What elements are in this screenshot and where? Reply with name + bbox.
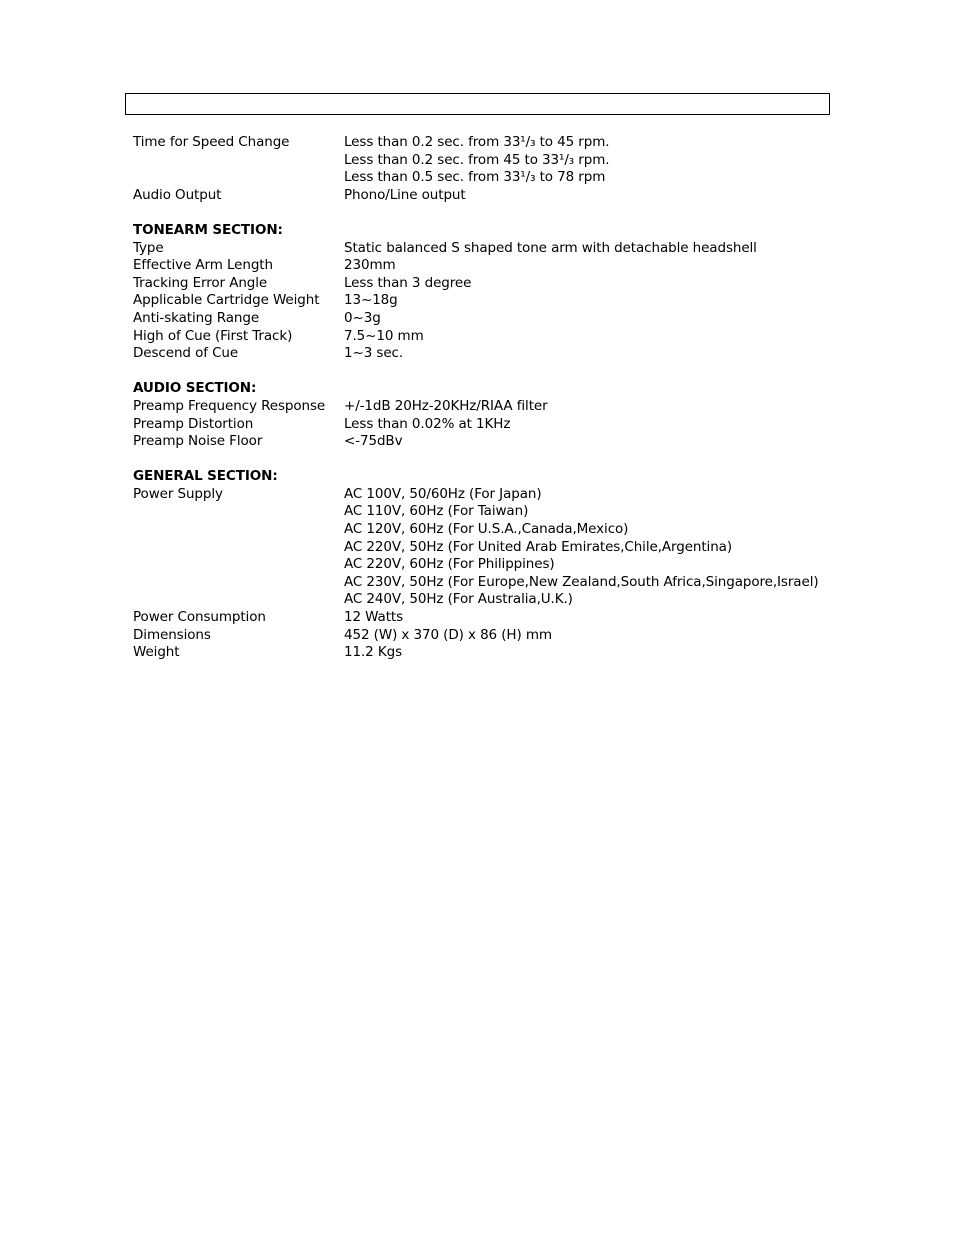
spec-row	[133, 328, 833, 346]
section-heading-tonearm: TONEARM SECTION:	[133, 221, 283, 238]
spec-value: AC 110V, 60Hz (For Taiwan)	[344, 503, 529, 520]
spec-row-power-supply-line	[133, 556, 833, 574]
spec-label: Preamp Noise Floor	[133, 433, 263, 450]
spec-row	[133, 644, 833, 662]
spec-value: Less than 0.2 sec. from 45 to 33¹/₃ rpm.	[344, 151, 610, 168]
spec-value: AC 220V, 50Hz (For United Arab Emirates,Chile,Argentina)	[344, 538, 733, 555]
spec-value: AC 120V, 60Hz (For U.S.A.,Canada,Mexico)	[344, 521, 629, 538]
header-box	[125, 93, 830, 115]
spec-row	[133, 240, 833, 258]
spec-row	[133, 609, 833, 627]
spec-label: Power Consumption	[133, 609, 266, 626]
spec-row-power-supply-line	[133, 591, 833, 609]
spec-label-empty	[133, 556, 344, 574]
spec-value: Static balanced S shaped tone arm with detachable headshell	[344, 239, 757, 256]
spec-label: Effective Arm Length	[133, 257, 273, 274]
section-gap	[133, 451, 833, 469]
spec-value: 11.2 Kgs	[344, 644, 403, 661]
spec-label: Dimensions	[133, 626, 211, 643]
spec-label: Weight	[133, 644, 180, 661]
spec-label: High of Cue (First Track)	[133, 327, 293, 344]
spec-list	[133, 134, 833, 662]
spec-label-empty	[133, 169, 344, 187]
spec-value: Less than 0.5 sec. from 33¹/₃ to 78 rpm	[344, 169, 606, 186]
spec-value: +/-1dB 20Hz-20KHz/RIAA filter	[344, 397, 548, 414]
spec-label: Descend of Cue	[133, 345, 239, 362]
spec-label: Preamp Frequency Response	[133, 397, 326, 414]
spec-row	[133, 292, 833, 310]
spec-value: Less than 0.2 sec. from 33¹/₃ to 45 rpm.	[344, 134, 610, 150]
spec-value: <-75dBv	[344, 433, 403, 450]
spec-label: Audio Output	[133, 186, 222, 203]
spec-label-empty	[133, 591, 344, 609]
spec-row-power-supply-line	[133, 574, 833, 592]
spec-row-speed-change-3	[133, 169, 833, 187]
spec-value: AC 220V, 60Hz (For Philippines)	[344, 556, 555, 573]
section-heading-general: GENERAL SECTION:	[133, 468, 278, 485]
section-gap	[133, 204, 833, 222]
spec-row-power-supply	[133, 486, 833, 504]
spec-label: Anti-skating Range	[133, 309, 260, 326]
spec-label-empty	[133, 521, 344, 539]
section-gap	[133, 363, 833, 381]
spec-row	[133, 257, 833, 275]
spec-row-power-supply-line	[133, 521, 833, 539]
spec-label-empty	[133, 503, 344, 521]
spec-value: Less than 3 degree	[344, 274, 472, 291]
spec-row	[133, 433, 833, 451]
spec-label-empty	[133, 539, 344, 557]
spec-value: Less than 0.02% at 1KHz	[344, 415, 511, 432]
spec-value: 7.5~10 mm	[344, 327, 424, 344]
spec-row	[133, 627, 833, 645]
spec-value: 12 Watts	[344, 609, 404, 626]
spec-label: Preamp Distortion	[133, 415, 254, 432]
spec-value: 13~18g	[344, 292, 398, 309]
spec-value: Phono/Line output	[344, 186, 466, 203]
spec-label-empty	[133, 574, 344, 592]
spec-row-speed-change-2	[133, 152, 833, 170]
spec-row-audio-output	[133, 187, 833, 205]
spec-label: Applicable Cartridge Weight	[133, 292, 320, 309]
spec-label: Type	[133, 239, 164, 256]
section-heading-audio: AUDIO SECTION:	[133, 380, 257, 397]
spec-label: Tracking Error Angle	[133, 274, 268, 291]
spec-value: 0~3g	[344, 309, 381, 326]
spec-label: Time for Speed Change	[133, 134, 290, 150]
spec-label: Power Supply	[133, 485, 223, 502]
spec-label-empty	[133, 152, 344, 170]
spec-value: AC 240V, 50Hz (For Australia,U.K.)	[344, 591, 573, 608]
spec-value: AC 230V, 50Hz (For Europe,New Zealand,South Africa,Singapore,Israel)	[344, 573, 819, 590]
spec-value: 452 (W) x 370 (D) x 86 (H) mm	[344, 626, 552, 643]
spec-value: 1~3 sec.	[344, 345, 404, 362]
spec-row-speed-change	[133, 134, 833, 152]
spec-row	[133, 275, 833, 293]
spec-row	[133, 345, 833, 363]
spec-row-power-supply-line	[133, 539, 833, 557]
spec-row	[133, 416, 833, 434]
spec-row	[133, 398, 833, 416]
spec-row	[133, 310, 833, 328]
spec-value: AC 100V, 50/60Hz (For Japan)	[344, 485, 542, 502]
spec-row-power-supply-line	[133, 503, 833, 521]
spec-value: 230mm	[344, 257, 396, 274]
